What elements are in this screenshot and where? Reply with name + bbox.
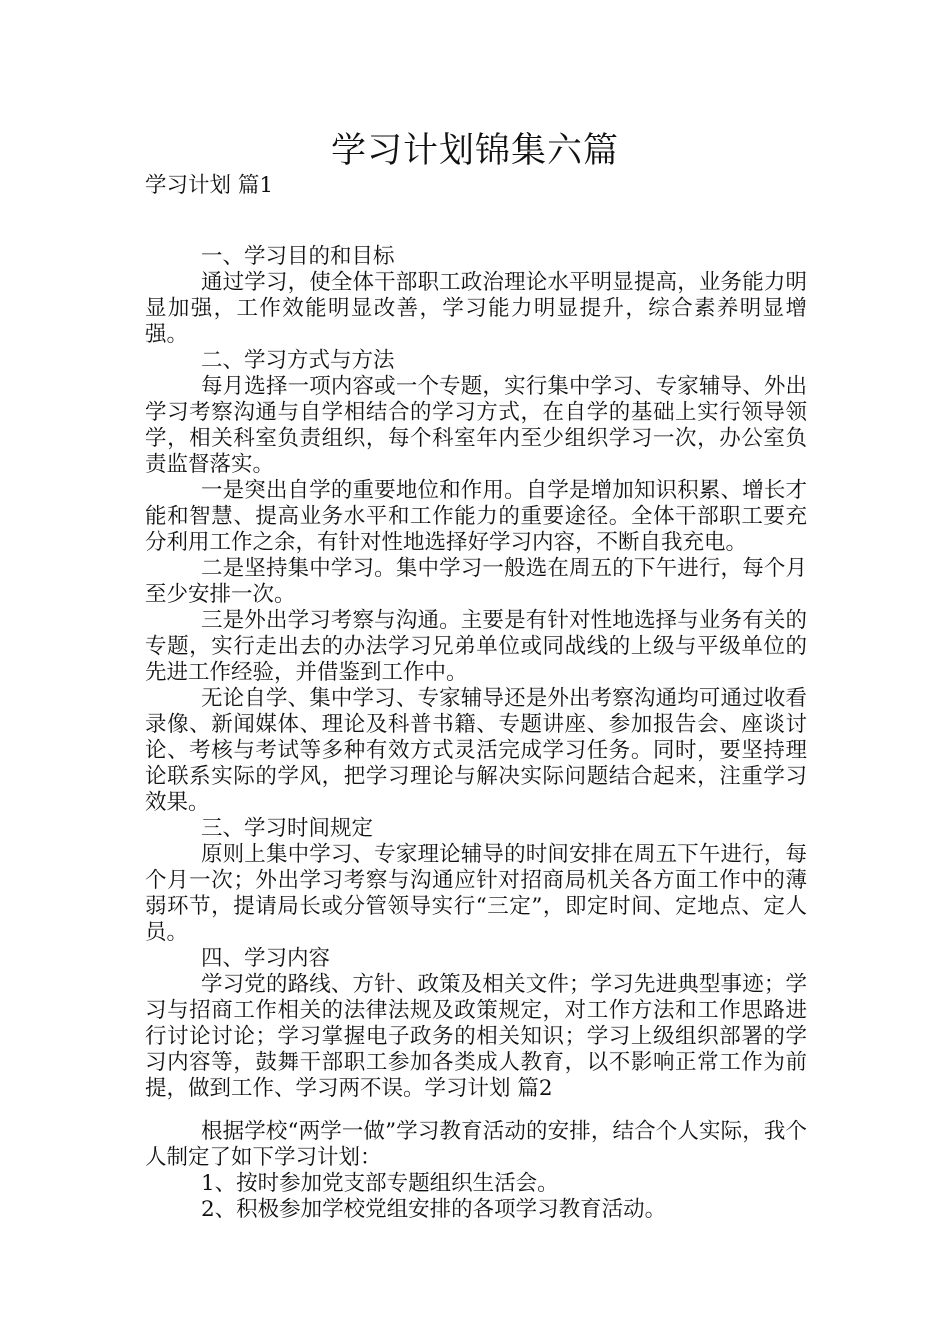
heading-content: 四、学习内容: [201, 946, 331, 971]
section-label: 学习计划 篇1: [145, 173, 274, 198]
paragraph-study-forms: 无论自学、集中学习、专家辅导还是外出考察沟通均可通过收看录像、新闻媒体、理论及科普书籍、专题讲座、参加报告会、座谈讨论、考核与考试等多种有效方式灵活完成学习任务。同时，要坚持理论联系实际的学风，把学习理论与解决实际问题结合起来，注重学习效果。: [145, 686, 807, 815]
paragraph-intro: 根据学校“两学一做”学习教育活动的安排，结合个人实际，我个人制定了如下学习计划：: [145, 1119, 807, 1170]
list-item: 1、按时参加党支部专题组织生活会。: [201, 1171, 559, 1196]
section-1-label: [145, 173, 807, 199]
section-1-body: [145, 244, 807, 1102]
section-2-body: [145, 1119, 807, 1223]
paragraph-group-study: 二是坚持集中学习。集中学习一般选在周五的下午进行，每个月至少安排一次。: [145, 556, 807, 607]
heading-schedule: 三、学习时间规定: [201, 816, 374, 841]
paragraph-schedule: 原则上集中学习、专家理论辅导的时间安排在周五下午进行，每个月一次；外出学习考察与沟通应针对招商局机关各方面工作中的薄弱环节，提请局长或分管领导实行“三定”，即定时间、定地点、定人员。: [145, 842, 807, 945]
heading-goals: 一、学习目的和目标: [201, 244, 395, 269]
paragraph-self-study: 一是突出自学的重要地位和作用。自学是增加知识积累、增长才能和智慧、提高业务水平和工作能力的重要途径。全体干部职工要充分利用工作之余，有针对性地选择好学习内容，不断自我充电。: [145, 478, 807, 555]
paragraph-field-study: 三是外出学习考察与沟通。主要是有针对性地选择与业务有关的专题，实行走出去的办法学习兄弟单位或同战线的上级与平级单位的先进工作经验，并借鉴到工作中。: [145, 608, 807, 685]
heading-methods: 二、学习方式与方法: [201, 348, 395, 373]
document-title: 学习计划锦集六篇: [330, 131, 619, 171]
paragraph-content: 学习党的路线、方针、政策及相关文件；学习先进典型事迹；学习与招商工作相关的法律法规及政策规定，对工作方法和工作思路进行讨论讨论；学习掌握电子政务的相关知识；学习上级组织部署的学习内容等，鼓舞干部职工参加各类成人教育，以不影响正常工作为前提，做到工作、学习两不误。学习计划 篇2: [145, 972, 807, 1101]
paragraph-goals: 通过学习，使全体干部职工政治理论水平明显提高，业务能力明显加强，工作效能明显改善，学习能力明显提升，综合素养明显增强。: [145, 270, 807, 347]
list-item: 2、积极参加学校党组安排的各项学习教育活动。: [201, 1197, 667, 1222]
paragraph-methods: 每月选择一项内容或一个专题，实行集中学习、专家辅导、外出学习考察沟通与自学相结合的学习方式，在自学的基础上实行领导领学，相关科室负责组织，每个科室年内至少组织学习一次，办公室负责监督落实。: [145, 374, 807, 477]
